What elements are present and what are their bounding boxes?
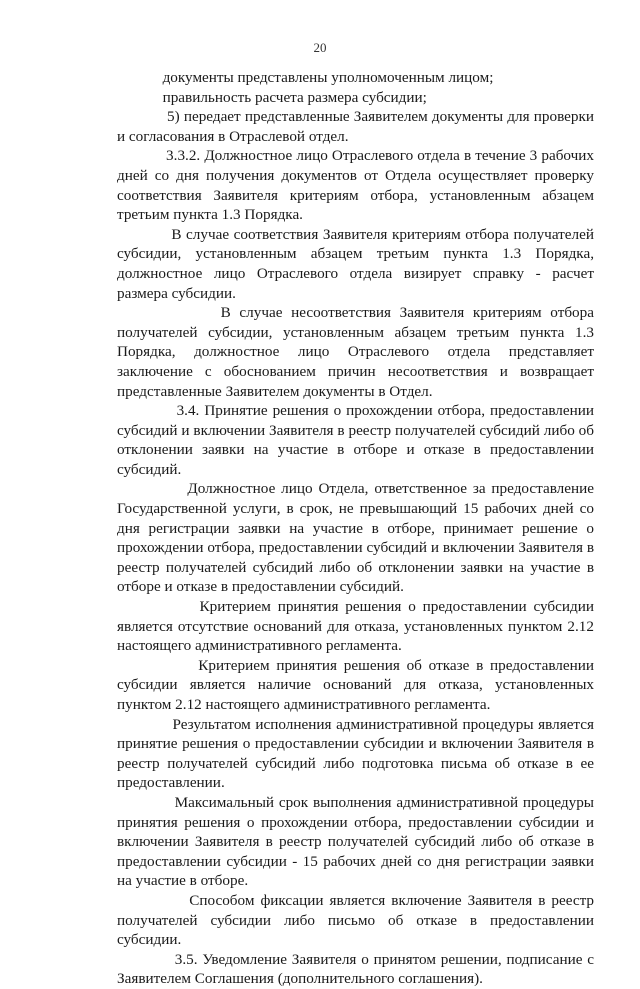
- paragraph-maximum-term: Максимальный срок выполнения административной процедуры принятия решения о прохождении отбора, предоставлении субсидии и включении Заявителя в реестр получателей субсидий либо об отказе в предоставлении субсидии - 15 рабочих дней со дня регистрации заявки на участие в отборе.: [117, 793, 594, 890]
- paragraph-fixation-method: Способом фиксации является включение Заявителя в реестр получателей субсидии либо письмо об отказе в предоставлении субсидии.: [117, 891, 594, 949]
- paragraph-procedure-result: Результатом исполнения административной процедуры является принятие решения о предоставлении субсидии и включении Заявителя в реестр получателей субсидий либо подготовка письма об отказе в ее предоставлении.: [117, 715, 594, 792]
- page-number: 20: [313, 40, 327, 55]
- paragraph-3-4-heading: 3.4. Принятие решения о прохождении отбора, предоставлении субсидий и включении Заявителя в реестр получателей субсидий либо об отклонении заявки на участие в отборе и отказе в предоставлении субсидий.: [117, 402, 594, 478]
- document-body: [117, 68, 594, 989]
- paragraph-calculation-correctness: правильность расчета размера субсидии;: [117, 88, 427, 106]
- paragraph-grant-criterion: Критерием принятия решения о предоставлении субсидии является отсутствие оснований для отказа, установленных пунктом 2.12 настоящего административного регламента.: [117, 598, 594, 655]
- paragraph-3-3-2: 3.3.2. Должностное лицо Отраслевого отдела в течение 3 рабочих дней со дня получения документов от Отдела осуществляет проверку соответствия Заявителя критериям отбора, установленным абзацем третьим пункта 1.3 Порядка.: [117, 147, 594, 224]
- paragraph-noncompliance-case: В случае несоответствия Заявителя критериям отбора получателей субсидии, установленным абзацем третьим пункта 1.3 Порядка, должностное лицо Отраслевого отдела представляет заключение с обоснованием причин несоответствия и возвращает представленные Заявителем документы в Отдел.: [117, 304, 594, 400]
- paragraph-3-5-heading: 3.5. Уведомление Заявителя о принятом решении, подписание с Заявителем Соглашения (дополнительного соглашения).: [117, 950, 594, 988]
- paragraph-documents-authorized: документы представлены уполномоченным лицом;: [117, 69, 494, 86]
- paragraph-compliance-case: В случае соответствия Заявителя критериям отбора получателей субсидии, установленным абзацем третьим пункта 1.3 Порядка, должностное лицо Отраслевого отдела визирует справку - расчет размера субсидии.: [117, 225, 594, 302]
- paragraph-official-decision: Должностное лицо Отдела, ответственное за предоставление Государственной услуги, в срок, не превышающий 15 рабочих дней со дня регистрации заявки на участие в отборе, принимает решение о прохождении отбора, предоставлении субсидий и включении Заявителя в реестр получателей субсидий либо об отклонении заявки на участие в отборе и отказе в предоставлении субсидий.: [117, 480, 594, 596]
- paragraph-item-5-transfer: 5) передает представленные Заявителем документы для проверки и согласования в Отраслевой отдел.: [117, 108, 594, 145]
- paragraph-refusal-criterion: Критерием принятия решения об отказе в предоставлении субсидии является наличие оснований для отказа, установленных пунктом 2.12 настоящего административного регламента.: [117, 656, 594, 713]
